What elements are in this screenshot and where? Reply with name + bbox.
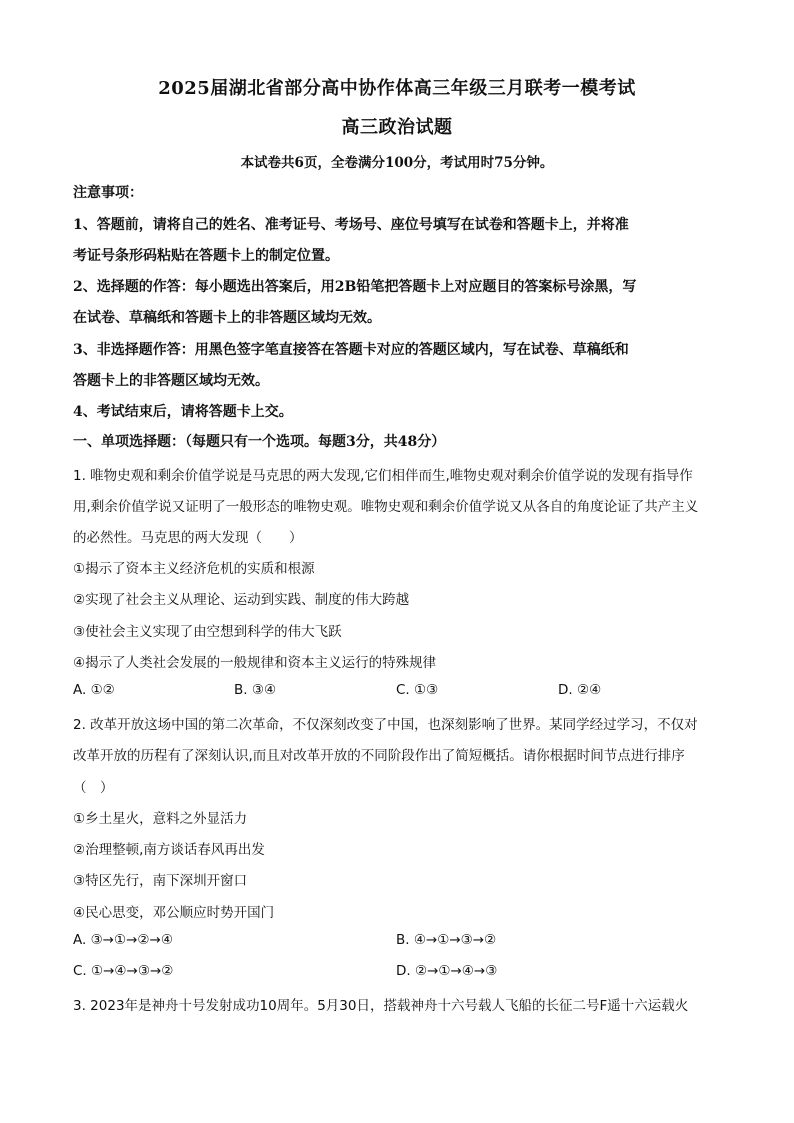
question-1-stem: 的必然性。马克思的两大发现（ ） xyxy=(73,530,303,546)
question-1-item: ④揭示了人类社会发展的一般规律和资本主义运行的特殊规律 xyxy=(73,655,437,671)
question-1-stem: 用,剩余价值学说又证明了一般形态的唯物史观。唯物史观和剩余价值学说又从各自的角度论证了共产主义 xyxy=(73,499,699,515)
question-2-item: ③特区先行，南下深圳开窗口 xyxy=(73,873,248,889)
question-1-item: ②实现了社会主义从理论、运动到实践、制度的伟大跨越 xyxy=(73,592,410,608)
question-3-stem: 3. 2023年是神舟十号发射成功10周年。5月30日，搭载神舟十六号载人飞船的长征二号F遥十六运载火 xyxy=(73,998,689,1014)
notice-line: 1、答题前，请将自己的姓名、准考证号、考场号、座位号填写在试卷和答题卡上，并将准 xyxy=(73,217,629,233)
question-1-option-d: D. ②④ xyxy=(558,682,602,698)
notice-heading: 注意事项： xyxy=(73,185,143,201)
notice-line: 3、非选择题作答：用黑色签字笔直接答在答题卡对应的答题区域内，写在试卷、草稿纸和 xyxy=(73,342,629,358)
question-2-stem: 2. 改革开放这场中国的第二次革命，不仅深刻改变了中国，也深刻影响了世界。某同学经过学习，不仅对 xyxy=(73,717,698,733)
question-2-item: ②治理整顿,南方谈话春风再出发 xyxy=(73,842,265,858)
question-1-item: ③使社会主义实现了由空想到科学的伟大飞跃 xyxy=(73,624,342,640)
section-heading: 一、单项选择题：（每题只有一个选项。每题3分，共48分） xyxy=(73,434,446,450)
question-1-option-c: C. ①③ xyxy=(396,682,439,698)
notice-line: 答题卡上的非答题区域均无效。 xyxy=(73,373,269,389)
question-2-item: ①乡土星火，意料之外显活力 xyxy=(73,811,248,827)
notice-line: 在试卷、草稿纸和答题卡上的非答题区域均无效。 xyxy=(73,310,381,326)
question-1-option-b: B. ③④ xyxy=(234,682,277,698)
notice-line: 考证号条形码粘贴在答题卡上的制定位置。 xyxy=(73,248,339,264)
subject-title: 高三政治试题 xyxy=(341,117,453,138)
question-2-item: ④民心思变，邓公顺应时势开国门 xyxy=(73,905,275,921)
question-1-item: ①揭示了资本主义经济危机的实质和根源 xyxy=(73,561,315,577)
question-1-stem: 1. 唯物史观和剩余价值学说是马克思的两大发现,它们相伴而生,唯物史观对剩余价值学说的发现有指导作 xyxy=(73,468,693,484)
question-2-stem: （ ） xyxy=(73,780,114,796)
notice-line: 4、考试结束后，请将答题卡上交。 xyxy=(73,404,293,420)
question-2-option-b: B. ④→①→③→② xyxy=(396,932,497,948)
question-2-option-a: A. ③→①→②→④ xyxy=(73,932,173,948)
exam-title: 2025届湖北省部分高中协作体高三年级三月联考一模考试 xyxy=(158,78,636,99)
notice-line: 2、选择题的作答：每小题选出答案后，用2B铅笔把答题卡上对应题目的答案标号涂黑，写 xyxy=(73,279,637,295)
question-2-stem: 改革开放的历程有了深刻认识,而且对改革开放的不同阶段作出了简短概括。请你根据时间节点进行排序 xyxy=(73,748,685,764)
exam-info: 本试卷共6页，全卷满分100分，考试用时75分钟。 xyxy=(240,155,554,171)
question-2-option-c: C. ①→④→③→② xyxy=(73,963,174,979)
question-2-option-d: D. ②→①→④→③ xyxy=(396,963,498,979)
question-1-option-a: A. ①② xyxy=(73,682,115,698)
